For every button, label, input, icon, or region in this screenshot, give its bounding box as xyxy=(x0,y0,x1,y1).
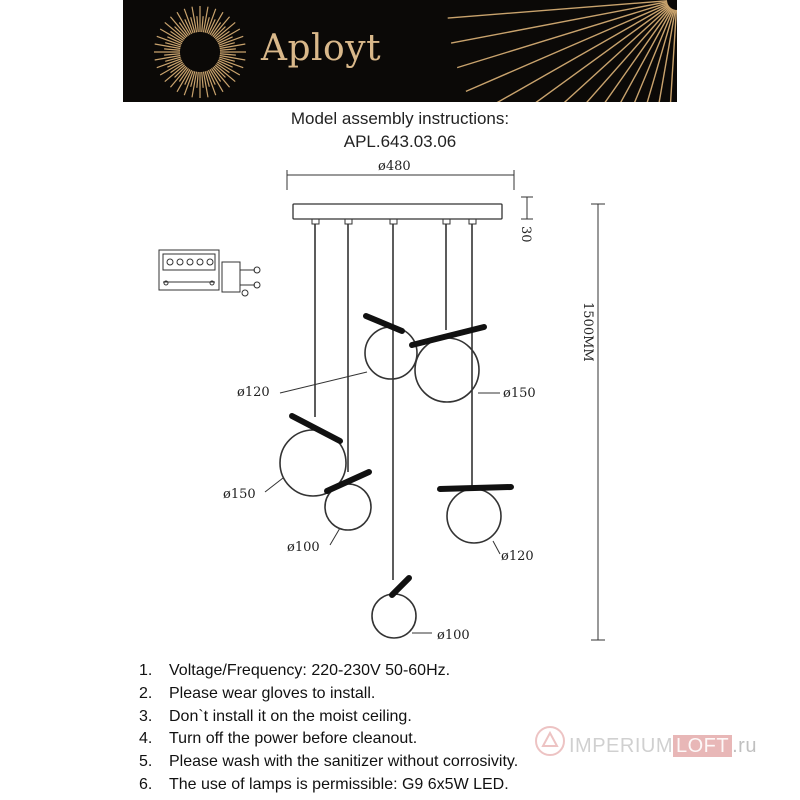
shade-size-label: ø100 xyxy=(437,628,470,643)
shade-size-label: ø120 xyxy=(501,549,534,564)
instruction-item: 4. Turn off the power before cleanout. xyxy=(139,730,418,748)
instruction-item: 5. Please wash with the sanitizer without corrosivity. xyxy=(139,753,519,771)
instruction-item: 3. Don`t install it on the moist ceiling. xyxy=(139,707,412,725)
ceiling-canopy xyxy=(293,204,502,219)
glass-shade xyxy=(447,489,501,543)
shade-size-label: ø150 xyxy=(223,487,256,502)
document-title: Model assembly instructions: xyxy=(290,109,510,128)
shade-size-label: ø150 xyxy=(503,386,536,401)
canopy-height-label: 30 xyxy=(518,226,533,243)
shade-size-label: ø120 xyxy=(237,385,270,400)
wiring-diagram-icon xyxy=(159,250,260,296)
watermark: IMPERIUM LOFT .ru xyxy=(569,735,757,757)
canopy-diameter-label: ø480 xyxy=(378,159,411,174)
shade-size-label: ø100 xyxy=(287,540,320,555)
model-number: APL.643.03.06 xyxy=(343,132,457,151)
instruction-item: 1. Voltage/Frequency: 220-230V 50-60Hz. xyxy=(139,662,451,679)
brand-name: Aployt xyxy=(261,28,382,69)
glass-shade xyxy=(365,327,417,379)
total-height-label: 1500MM xyxy=(580,302,595,362)
glass-shade xyxy=(415,338,479,402)
instruction-item: 2. Please wear gloves to install. xyxy=(139,684,376,702)
glass-shade xyxy=(372,594,416,638)
instruction-item: 6. The use of lamps is permissible: G9 6x5W LED. xyxy=(139,775,509,793)
instructions-list xyxy=(139,660,518,797)
